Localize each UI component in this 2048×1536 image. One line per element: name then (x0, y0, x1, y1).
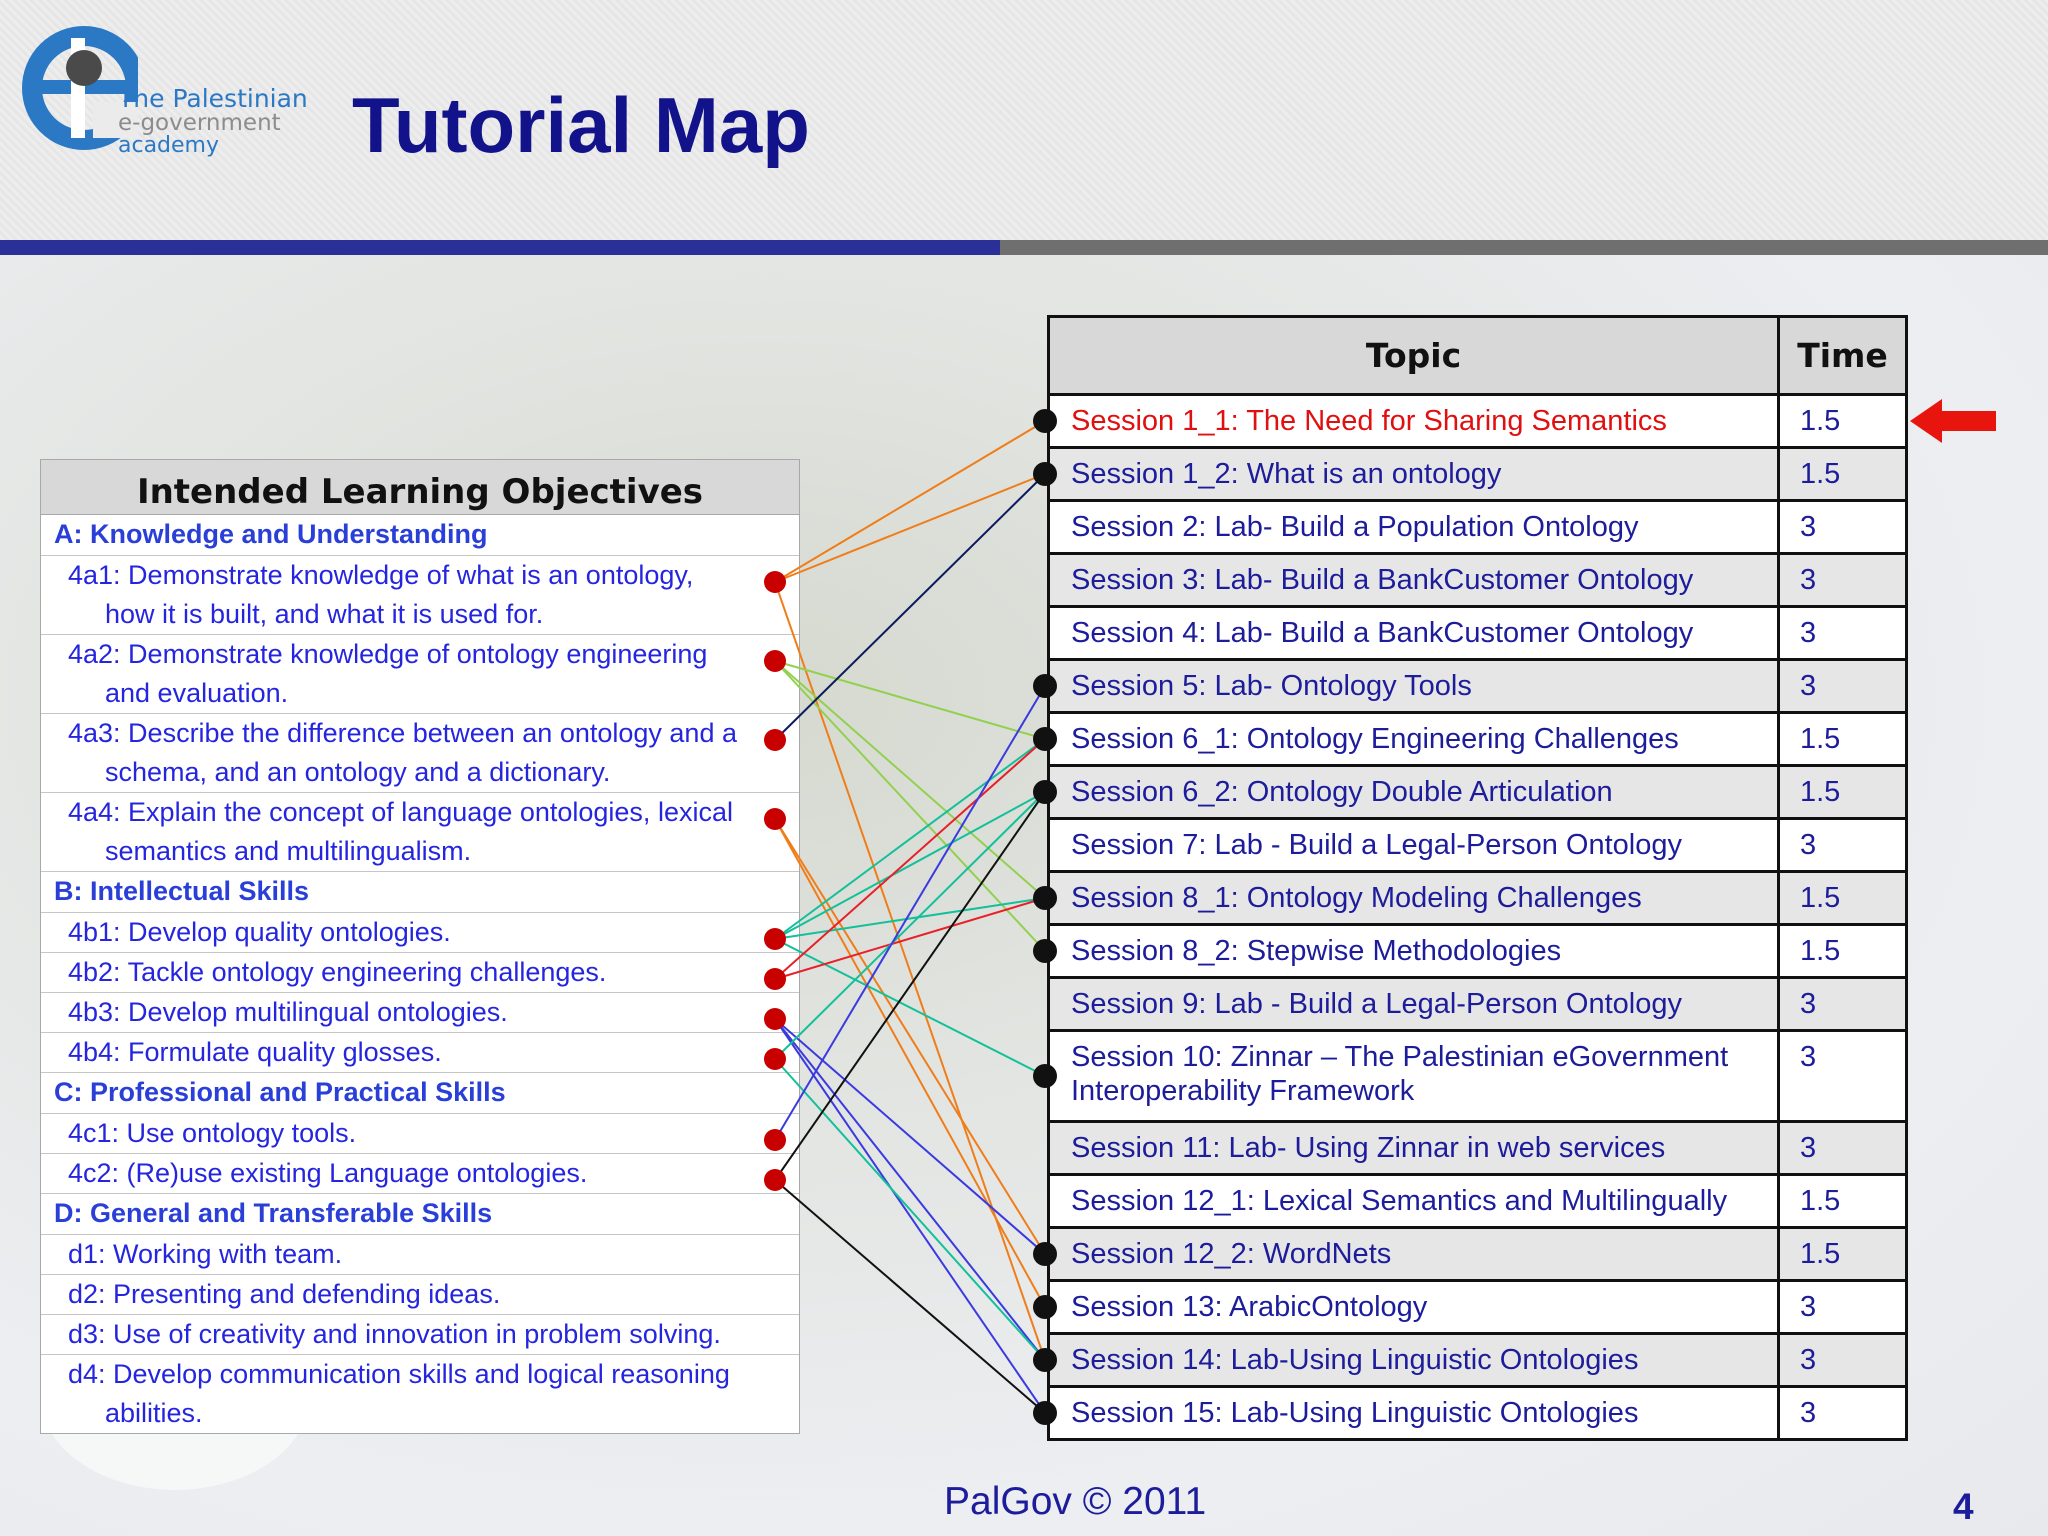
topic-text: Session 9: Lab - Build a Legal-Person Ontology (1071, 987, 1682, 1020)
topic-row (1049, 1228, 1907, 1281)
connection-line (775, 661, 1045, 898)
topic-text: Session 11: Lab- Using Zinnar in web services (1071, 1131, 1666, 1164)
objective-text: 4a1: Demonstrate knowledge of what is an ontology, (68, 560, 694, 590)
objective-category (41, 515, 799, 556)
objectives-header: Intended Learning Objectives (41, 460, 799, 515)
objective-item (41, 1315, 799, 1355)
connection-line (775, 739, 1045, 979)
objectives-rows (41, 515, 799, 1433)
topic-cell (1049, 395, 1779, 448)
topic-cell (1049, 1175, 1779, 1228)
topic-cell (1049, 501, 1779, 554)
topic-row (1049, 872, 1907, 925)
topic-text: Session 4: Lab- Build a BankCustomer Ontology (1071, 616, 1694, 649)
objective-item (41, 953, 799, 993)
topic-row (1049, 607, 1907, 660)
topic-text: Session 12_1: Lexical Semantics and Multilingually (1071, 1184, 1728, 1217)
topic-cell (1049, 554, 1779, 607)
topic-row (1049, 1175, 1907, 1228)
topic-row (1049, 1031, 1907, 1122)
objective-text-continued: and evaluation. (105, 678, 289, 708)
topic-text: Session 13: ArabicOntology (1071, 1290, 1428, 1323)
objective-text: d2: Presenting and defending ideas. (68, 1279, 501, 1309)
topic-cell (1049, 925, 1779, 978)
objective-item (41, 1033, 799, 1073)
topic-text: Session 8_2: Stepwise Methodologies (1071, 934, 1562, 967)
topics-body (1049, 395, 1907, 1440)
topic-text-continued: Interoperability Framework (1071, 1075, 1415, 1107)
topic-cell (1049, 1281, 1779, 1334)
objective-text: 4a4: Explain the concept of language ontologies, lexical (68, 797, 733, 827)
connection-line (775, 898, 1045, 939)
connection-line (775, 1180, 1045, 1413)
time-cell: 3 (1779, 1334, 1907, 1387)
time-cell: 3 (1779, 978, 1907, 1031)
topic-cell (1049, 978, 1779, 1031)
time-cell: 1.5 (1779, 872, 1907, 925)
connection-line (775, 1019, 1045, 1254)
time-cell: 1.5 (1779, 925, 1907, 978)
objective-text-continued: abilities. (105, 1398, 203, 1428)
connection-line (775, 474, 1045, 740)
logo-line-3: academy (118, 133, 220, 158)
topic-text: Session 7: Lab - Build a Legal-Person Ontology (1071, 828, 1682, 861)
topic-row (1049, 1122, 1907, 1175)
time-cell: 1.5 (1779, 713, 1907, 766)
topic-row (1049, 660, 1907, 713)
time-cell: 3 (1779, 1122, 1907, 1175)
objective-item (41, 556, 799, 635)
topic-cell (1049, 660, 1779, 713)
connection-line (775, 898, 1045, 979)
slide-title: Tutorial Map (352, 81, 810, 169)
connection-line (775, 792, 1045, 939)
objective-text: 4a3: Describe the difference between an ontology and a (68, 718, 737, 748)
objective-text: 4b4: Formulate quality glosses. (68, 1037, 442, 1067)
objective-item (41, 1275, 799, 1315)
connection-line (775, 939, 1045, 1076)
time-cell: 3 (1779, 1031, 1907, 1122)
topic-text: Session 3: Lab- Build a BankCustomer Ontology (1071, 563, 1694, 596)
topic-cell (1049, 766, 1779, 819)
time-cell: 3 (1779, 660, 1907, 713)
logo (18, 18, 318, 168)
objective-text: 4b1: Develop quality ontologies. (68, 917, 451, 947)
time-cell: 3 (1779, 1387, 1907, 1440)
topic-text: Session 12_2: WordNets (1071, 1237, 1392, 1270)
time-cell: 1.5 (1779, 395, 1907, 448)
objective-item (41, 714, 799, 793)
topic-row (1049, 713, 1907, 766)
current-session-arrow-icon (1910, 399, 1996, 443)
topic-text: Session 6_1: Ontology Engineering Challenges (1071, 722, 1679, 755)
objective-text-continued: schema, and an ontology and a dictionary. (105, 757, 611, 787)
time-cell: 3 (1779, 501, 1907, 554)
objective-category (41, 1073, 799, 1114)
header-divider-blue (0, 240, 1000, 255)
topic-cell (1049, 448, 1779, 501)
time-cell: 1.5 (1779, 766, 1907, 819)
objectives-table (40, 459, 800, 1434)
time-cell: 1.5 (1779, 448, 1907, 501)
objective-text: 4b2: Tackle ontology engineering challenges. (68, 957, 607, 987)
objective-text-continued: how it is built, and what it is used for. (105, 599, 544, 629)
topics-table (1047, 315, 1908, 1441)
topic-row (1049, 925, 1907, 978)
logo-line-2: e-government (118, 110, 281, 136)
topic-row (1049, 448, 1907, 501)
objective-item (41, 1114, 799, 1154)
time-cell: 3 (1779, 1281, 1907, 1334)
objective-text: d1: Working with team. (68, 1239, 343, 1269)
objective-item (41, 1355, 799, 1433)
objective-text-continued: semantics and multilingualism. (105, 836, 472, 866)
time-cell: 1.5 (1779, 1175, 1907, 1228)
connection-line (775, 661, 1045, 739)
connection-line (775, 819, 1045, 1254)
topic-row (1049, 1281, 1907, 1334)
topic-row (1049, 978, 1907, 1031)
time-cell: 3 (1779, 607, 1907, 660)
logo-line-1: The Palestinian (118, 84, 308, 113)
topic-text: Session 5: Lab- Ontology Tools (1071, 669, 1472, 702)
topic-cell (1049, 1334, 1779, 1387)
connection-line (775, 1019, 1045, 1413)
topic-row (1049, 554, 1907, 607)
objective-item (41, 793, 799, 872)
topic-text: Session 15: Lab-Using Linguistic Ontologies (1071, 1396, 1639, 1429)
topic-row (1049, 501, 1907, 554)
connection-line (775, 421, 1045, 582)
connection-line (775, 819, 1045, 1307)
topic-cell (1049, 1031, 1779, 1122)
topic-text: Session 14: Lab-Using Linguistic Ontologies (1071, 1343, 1639, 1376)
objective-category (41, 872, 799, 913)
connection-line (775, 474, 1045, 582)
objective-text: C: Professional and Practical Skills (54, 1077, 506, 1107)
objective-text: d4: Develop communication skills and logical reasoning (68, 1359, 730, 1389)
objective-text: D: General and Transferable Skills (54, 1198, 493, 1228)
time-cell: 3 (1779, 554, 1907, 607)
objective-text: B: Intellectual Skills (54, 876, 310, 906)
footer-copyright: PalGov © 2011 (944, 1480, 1207, 1523)
objective-item (41, 1154, 799, 1194)
topic-cell (1049, 1122, 1779, 1175)
objective-text: 4a2: Demonstrate knowledge of ontology engineering (68, 639, 708, 669)
topic-text: Session 1_1: The Need for Sharing Semantics (1071, 404, 1667, 437)
topic-cell (1049, 872, 1779, 925)
topic-column-header: Topic (1049, 317, 1779, 395)
topic-text: Session 10: Zinnar – The Palestinian eGovernment (1071, 1041, 1729, 1073)
connection-line (775, 686, 1045, 1140)
connection-line (775, 1019, 1045, 1360)
topic-row (1049, 1334, 1907, 1387)
page-number: 4 (1953, 1486, 1974, 1527)
connection-line (775, 582, 1045, 1360)
objective-text: 4c2: (Re)use existing Language ontologies. (68, 1158, 588, 1188)
objective-text: d3: Use of creativity and innovation in problem solving. (68, 1319, 721, 1349)
objective-item (41, 635, 799, 714)
objective-text: 4b3: Develop multilingual ontologies. (68, 997, 508, 1027)
connection-line (775, 661, 1045, 951)
topic-cell (1049, 1387, 1779, 1440)
topic-cell (1049, 819, 1779, 872)
topic-text: Session 6_2: Ontology Double Articulation (1071, 775, 1613, 808)
connection-line (775, 792, 1045, 1180)
topic-cell (1049, 713, 1779, 766)
connection-line (775, 792, 1045, 1059)
topic-cell (1049, 1228, 1779, 1281)
topic-text: Session 1_2: What is an ontology (1071, 457, 1502, 490)
topic-row (1049, 1387, 1907, 1440)
connection-line (775, 1059, 1045, 1360)
topic-cell (1049, 607, 1779, 660)
topic-row (1049, 819, 1907, 872)
topic-row (1049, 395, 1907, 448)
header-divider-gray (1000, 240, 2048, 255)
objective-item (41, 993, 799, 1033)
objective-category (41, 1194, 799, 1235)
objective-text: A: Knowledge and Understanding (54, 519, 488, 549)
topic-text: Session 2: Lab- Build a Population Ontology (1071, 510, 1639, 543)
time-cell: 1.5 (1779, 1228, 1907, 1281)
objective-text: 4c1: Use ontology tools. (68, 1118, 357, 1148)
objective-item (41, 913, 799, 953)
time-column-header: Time (1779, 317, 1907, 395)
connection-line (775, 739, 1045, 939)
objective-item (41, 1235, 799, 1275)
time-cell: 3 (1779, 819, 1907, 872)
topic-row (1049, 766, 1907, 819)
topic-text: Session 8_1: Ontology Modeling Challenges (1071, 881, 1642, 914)
